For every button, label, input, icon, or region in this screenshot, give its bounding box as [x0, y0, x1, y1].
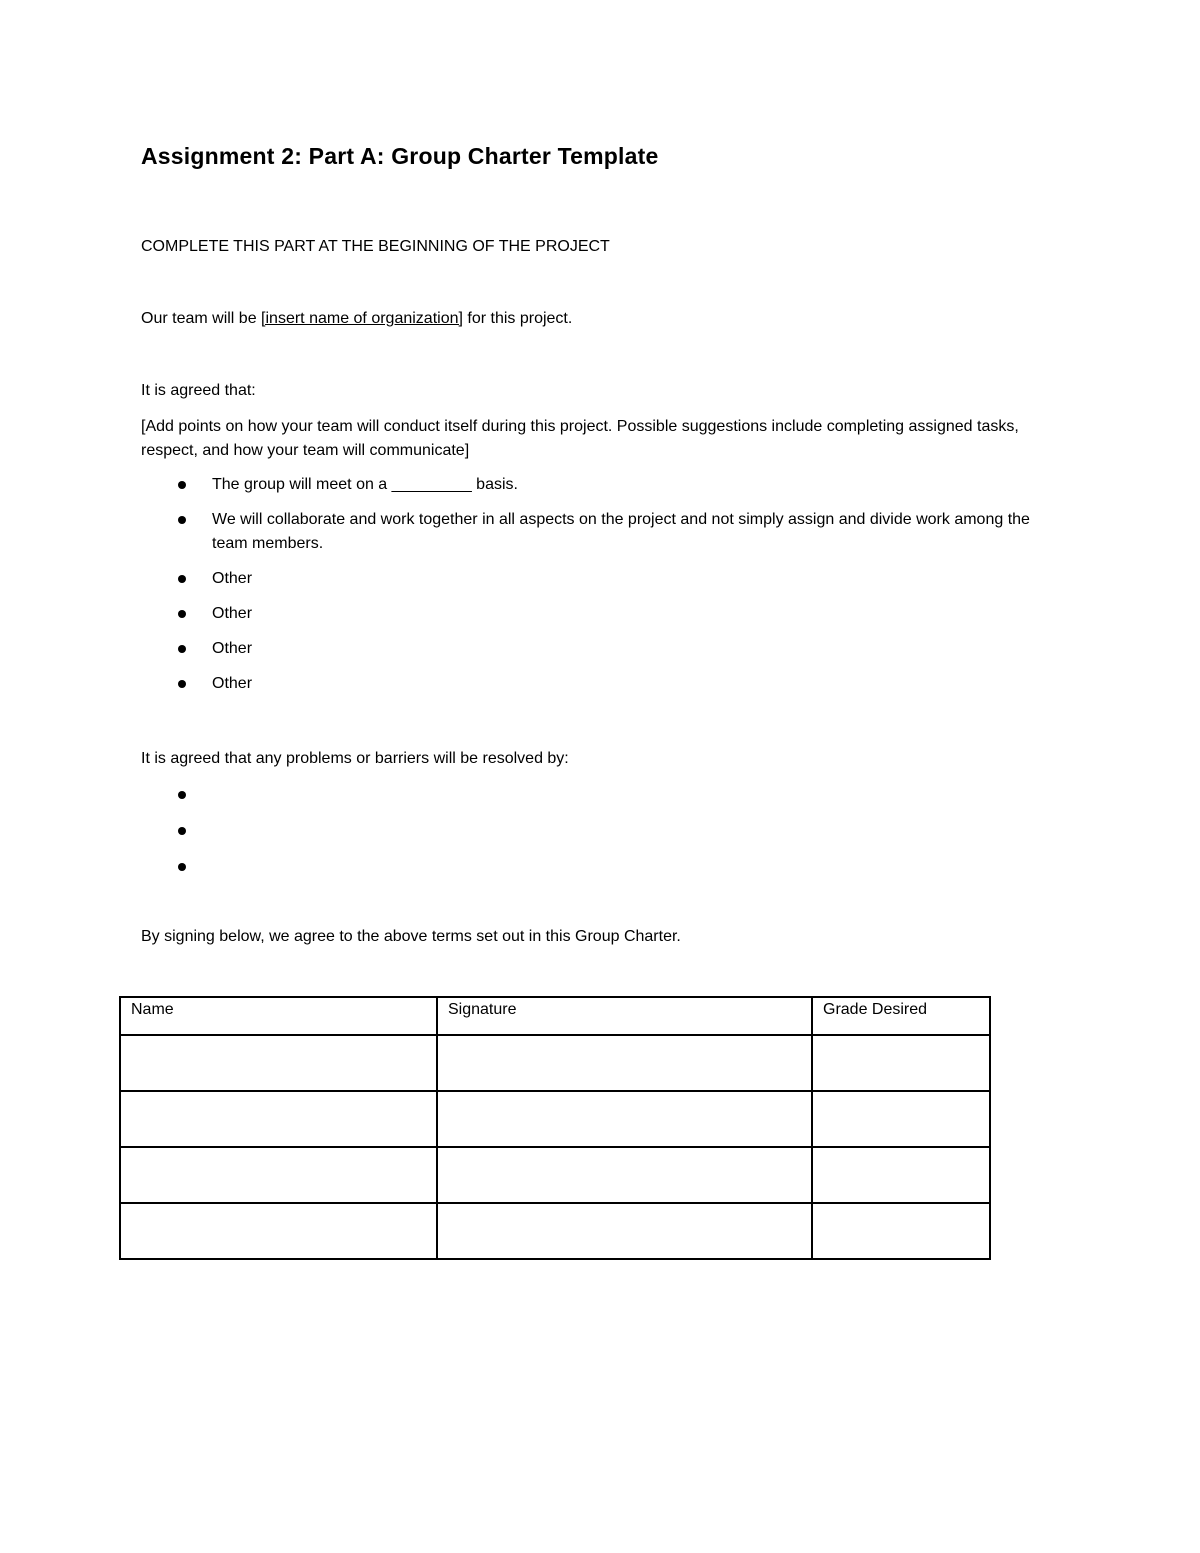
agreed-heading: It is agreed that: — [141, 382, 256, 399]
agreed-points-list — [141, 473, 1061, 707]
grade-desired-cell[interactable] — [812, 1203, 990, 1259]
document-title: Assignment 2: Part A: Group Charter Template — [141, 143, 659, 169]
bullet-icon — [178, 481, 186, 489]
list-item — [141, 473, 1061, 497]
instruction-text: COMPLETE THIS PART AT THE BEGINNING OF THE PROJECT — [141, 238, 610, 255]
grade-desired-cell[interactable] — [812, 1035, 990, 1091]
list-item — [141, 637, 1061, 661]
team-line-suffix: for this project. — [462, 310, 573, 327]
bullet-icon — [178, 610, 186, 618]
signature-cell[interactable] — [437, 1203, 812, 1259]
name-cell[interactable] — [120, 1091, 437, 1147]
bullet-icon — [178, 575, 186, 583]
problems-heading: It is agreed that any problems or barriers will be resolved by: — [141, 750, 569, 767]
team-line — [141, 307, 572, 331]
signature-cell[interactable] — [437, 1035, 812, 1091]
list-item — [141, 567, 1061, 591]
bullet-icon — [178, 791, 186, 799]
bullet-icon — [178, 516, 186, 524]
list-item-text: We will collaborate and work together in all aspects on the project and not simply assign and divide work among the team members. — [212, 511, 1030, 552]
list-item-text: Other — [212, 675, 253, 692]
list-item — [141, 672, 1061, 696]
list-item — [141, 602, 1061, 626]
bullet-icon — [178, 645, 186, 653]
list-item-text: Other — [212, 570, 253, 587]
bullet-icon — [178, 827, 186, 835]
table-row — [120, 1147, 990, 1203]
agreed-note: [Add points on how your team will conduct itself during this project. Possible suggestions include completing assigned tasks, respect, and how your team will communicate] — [141, 418, 1019, 459]
column-header-name: Name — [120, 997, 437, 1035]
signature-cell[interactable] — [437, 1091, 812, 1147]
name-cell[interactable] — [120, 1203, 437, 1259]
bullet-icon — [178, 863, 186, 871]
team-line-prefix: Our team will be — [141, 310, 262, 327]
name-cell[interactable] — [120, 1035, 437, 1091]
column-header-grade-desired: Grade Desired — [812, 997, 990, 1035]
table-row — [120, 1203, 990, 1259]
signature-cell[interactable] — [437, 1147, 812, 1203]
list-item — [141, 819, 1061, 843]
list-item-text: The group will meet on a _________ basis. — [212, 476, 518, 493]
table-row — [120, 1035, 990, 1091]
list-item-text: Other — [212, 640, 253, 657]
table-row — [120, 1091, 990, 1147]
grade-desired-cell[interactable] — [812, 1091, 990, 1147]
list-item — [141, 783, 1061, 807]
table-header-row — [120, 997, 990, 1035]
list-item-text: Other — [212, 605, 253, 622]
problems-points-list — [141, 783, 1061, 891]
list-item — [141, 855, 1061, 879]
signature-table — [119, 996, 991, 1260]
column-header-signature: Signature — [437, 997, 812, 1035]
list-item — [141, 508, 1061, 556]
grade-desired-cell[interactable] — [812, 1147, 990, 1203]
signing-statement: By signing below, we agree to the above terms set out in this Group Charter. — [141, 928, 681, 945]
name-cell[interactable] — [120, 1147, 437, 1203]
organization-placeholder: [insert name of organization] — [261, 310, 463, 327]
bullet-icon — [178, 680, 186, 688]
